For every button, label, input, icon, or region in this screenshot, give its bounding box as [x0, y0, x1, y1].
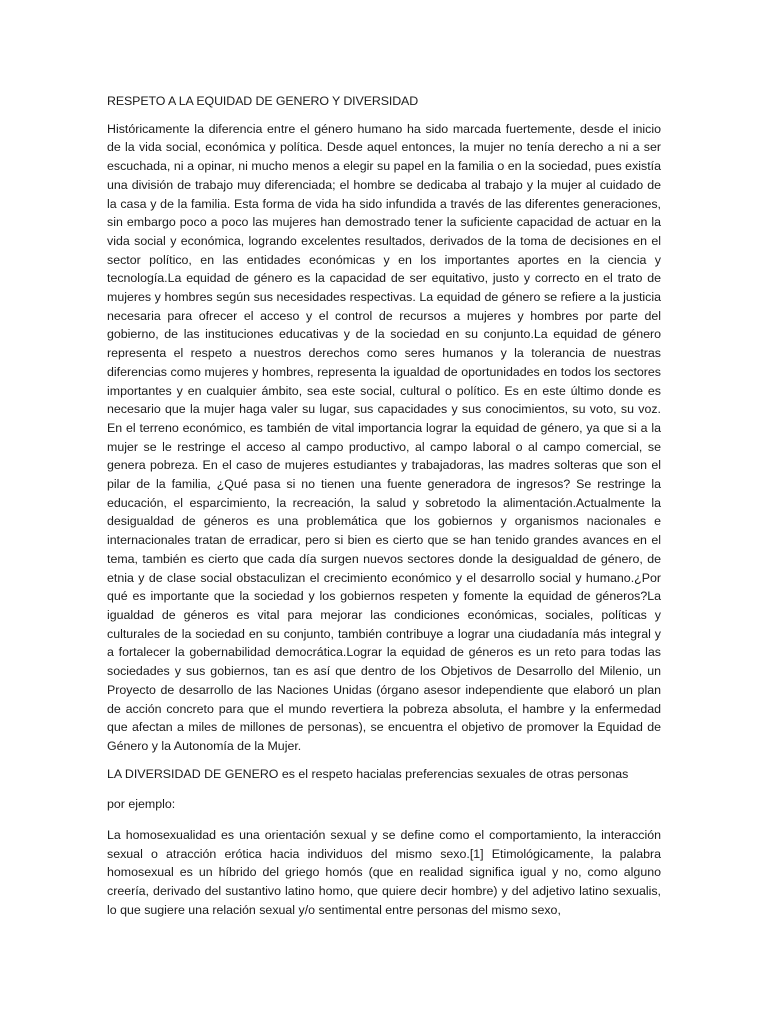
document-page	[107, 92, 661, 929]
document-title: RESPETO A LA EQUIDAD DE GENERO Y DIVERSIDAD	[107, 94, 419, 108]
paragraph-homosexualidad: La homosexualidad es una orientación sexual y se define como el comportamiento, la interacción sexual o atracción erótica hacia individuos del mismo sexo.[1] Etimológicamente, la palabra homosexual es un híbrido del griego homós (que en realidad significa igual y no, como alguno creería, derivado del sustantivo latino homo, que quiere decir hombre) y del adjetivo latino sexualis, lo que sugiere una relación sexual y/o sentimental entre personas del mismo sexo,	[107, 828, 661, 917]
ejemplo-line: por ejemplo:	[107, 797, 176, 812]
paragraph-historia: Históricamente la diferencia entre el género humano ha sido marcada fuertemente, desde el inicio de la vida social, económica y política. Desde aquel entonces, la mujer no tenía derecho a ni a ser escuchada, ni a opinar, ni mucho menos a elegir su papel en la familia o en la sociedad, pues existía una división de trabajo muy diferenciada; el hombre se dedicaba al trabajo y la mujer al cuidado de la casa y de la familia. Esta forma de vida ha sido infundida a través de las diferentes generaciones, sin embargo poco a poco las mujeres han demostrado tener la suficiente capacidad de actuar en la vida social y económica, logrando excelentes resultados, derivados de la toma de decisiones en el sector político, en las entidades económicas y en los importantes aportes en la ciencia y tecnología.La equidad de género es la capacidad de ser equitativo, justo y correcto en el trato de mujeres y hombres según sus necesidades respectivas. La equidad de género se refiere a la justicia necesaria para ofrecer el acceso y el control de recursos a mujeres y hombres por parte del gobierno, de las instituciones educativas y de la sociedad en su conjunto.La equidad de género representa el respeto a nuestros derechos como seres humanos y la tolerancia de nuestras diferencias como mujeres y hombres, representa la igualdad de oportunidades en todos los sectores importantes y en cualquier ámbito, sea este social, cultural o político. Es en este último donde es necesario que la mujer haga valer su lugar, sus capacidades y sus conocimientos, su voto, su voz. En el terreno económico, es también de vital importancia lograr la equidad de género, ya que si a la mujer se le restringe el acceso al campo productivo, al campo laboral o al campo comercial, se genera pobreza. En el caso de mujeres estudiantes y trabajadoras, las madres solteras que son el pilar de la familia, ¿Qué pasa si no tienen una fuente generadora de ingresos? Se restringe la educación, el esparcimiento, la recreación, la salud y sobretodo la alimentación.Actualmente la desigualdad de géneros es una problemática que los gobiernos y organismos nacionales e internacionales tratan de erradicar, pero si bien es cierto que se han tenido grandes avances en el tema, también es cierto que cada día surgen nuevos sectores donde la desigualdad de género, de etnia y de clase social obstaculizan el crecimiento económico y el desarrollo social y humano.¿Por qué es importante que la sociedad y los gobiernos respeten y fomente la equidad de géneros?La igualdad de géneros es vital para mejorar las condiciones económicas, sociales, políticas y culturales de la sociedad en su conjunto, también contribuye a lograr una ciudadanía más integral y a fortalecer la gobernabilidad democrática.Lograr la equidad de géneros es un reto para todas las sociedades y sus gobiernos, tan es así que dentro de los Objetivos de Desarrollo del Milenio, un Proyecto de desarrollo de las Naciones Unidas (órgano asesor independiente que elaboró un plan de acción concreto para que el mundo revertiera la pobreza absoluta, el hambre y la enfermedad que afectan a miles de millones de personas), se encuentra el objetivo de promover la Equidad de Género y la Autonomía de la Mujer.	[107, 121, 661, 753]
diversidad-line: LA DIVERSIDAD DE GENERO es el respeto hacialas preferencias sexuales de otras personas	[107, 766, 629, 781]
